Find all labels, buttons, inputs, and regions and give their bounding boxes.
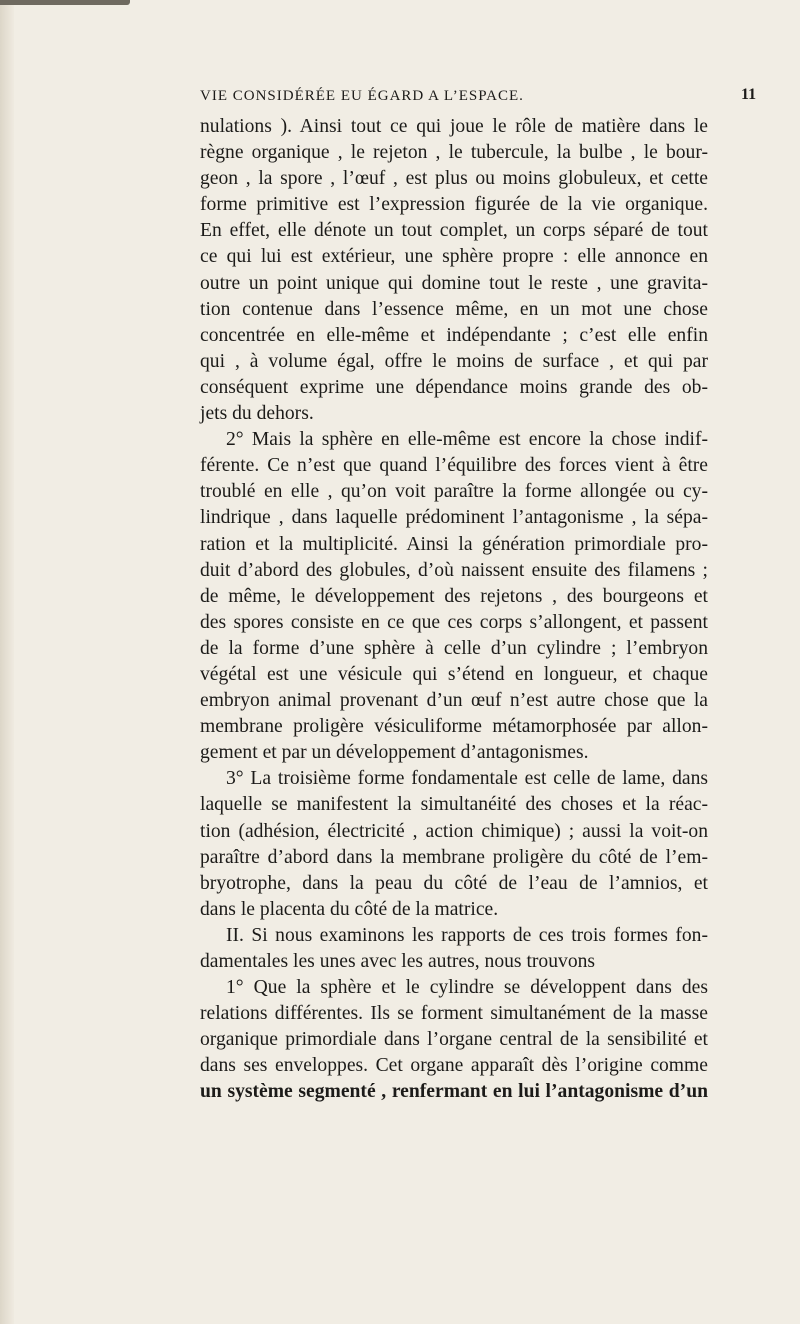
- text-line: relations différentes. Ils se forment simultanément de la masse: [200, 1003, 708, 1025]
- text-line: paraître d’abord dans la membrane proligère du côté de l’em-: [200, 846, 708, 868]
- text-line: concentrée en elle-même et indépendante ; c’est elle enfin: [200, 324, 708, 346]
- text-line: de même, le développement des rejetons , des bourgeons et: [200, 585, 708, 607]
- text-line: geon , la spore , l’œuf , est plus ou moins globuleux, et cette: [200, 168, 708, 190]
- text-line: dans le placenta du côté de la matrice.: [200, 898, 499, 920]
- text-line: En effet, elle dénote un tout complet, un corps séparé de tout: [200, 220, 708, 242]
- text-line: laquelle se manifestent la simultanéité des choses et la réac-: [200, 794, 708, 816]
- text-line: jets du dehors.: [200, 403, 314, 425]
- text-line: duit d’abord des globules, d’où naissent ensuite des filamens ;: [200, 559, 708, 581]
- page-edge: [0, 0, 14, 1324]
- text-line: férente. Ce n’est que quand l’équilibre des forces vient à être: [200, 455, 708, 477]
- text-line: dans ses enveloppes. Cet organe apparaît dès l’origine comme: [200, 1055, 708, 1077]
- text-line: troublé en elle , qu’on voit paraître la forme allongée ou cy-: [200, 481, 708, 503]
- text-line: règne organique , le rejeton , le tubercule, la bulbe , le bour-: [200, 142, 708, 164]
- text-line: ration et la multiplicité. Ainsi la génération primordiale pro-: [200, 533, 708, 555]
- top-rule: [0, 0, 130, 5]
- text-line: organique primordiale dans l’organe central de la sensibilité et: [200, 1029, 708, 1051]
- text-line: un système segmenté , renfermant en lui l’antagonisme d’un: [200, 1081, 708, 1103]
- text-line: lindrique , dans laquelle prédominent l’antagonisme , la sépa-: [200, 507, 708, 529]
- page-number: 11: [741, 86, 757, 103]
- running-head: VIE CONSIDÉRÉE EU ÉGARD A L’ESPACE.: [200, 88, 524, 104]
- text-line: 1° Que la sphère et le cylindre se développent dans des: [226, 977, 708, 999]
- text-line: tion contenue dans l’essence même, en un mot une chose: [200, 298, 708, 320]
- text-line: gement et par un développement d’antagonismes.: [200, 742, 589, 764]
- text-line: ce qui lui est extérieur, une sphère propre : elle annonce en: [200, 246, 708, 268]
- text-line: des spores consiste en ce que ces corps s’allongent, et passent: [200, 611, 708, 633]
- text-line: 3° La troisième forme fondamentale est celle de lame, dans: [226, 768, 708, 790]
- text-line: embryon animal provenant d’un œuf n’est autre chose que la: [200, 690, 708, 712]
- text-line: végétal est une vésicule qui s’étend en longueur, et chaque: [200, 663, 708, 685]
- text-line: II. Si nous examinons les rapports de ces trois formes fon-: [226, 924, 708, 946]
- text-line: tion (adhésion, électricité , action chimique) ; aussi la voit-on: [200, 820, 708, 842]
- text-line: bryotrophe, dans la peau du côté de l’eau de l’amnios, et: [200, 872, 708, 894]
- text-line: qui , à volume égal, offre le moins de surface , et qui par: [200, 350, 708, 372]
- text-line: damentales les unes avec les autres, nous trouvons: [200, 951, 596, 972]
- text-line: conséquent exprime une dépendance moins grande des ob-: [200, 376, 708, 398]
- body-text: [200, 114, 708, 1106]
- text-line: 2° Mais la sphère en elle-même est encore la chose indif-: [226, 429, 708, 451]
- text-line: de la forme d’une sphère à celle d’un cylindre ; l’embryon: [200, 637, 708, 659]
- text-line: membrane proligère vésiculiforme métamorphosée par allon-: [200, 716, 708, 738]
- text-line: outre un point unique qui domine tout le reste , une gravita-: [200, 272, 708, 294]
- text-line: forme primitive est l’expression figurée de la vie organique.: [200, 194, 708, 216]
- text-line: nulations ). Ainsi tout ce qui joue le rôle de matière dans le: [200, 116, 708, 137]
